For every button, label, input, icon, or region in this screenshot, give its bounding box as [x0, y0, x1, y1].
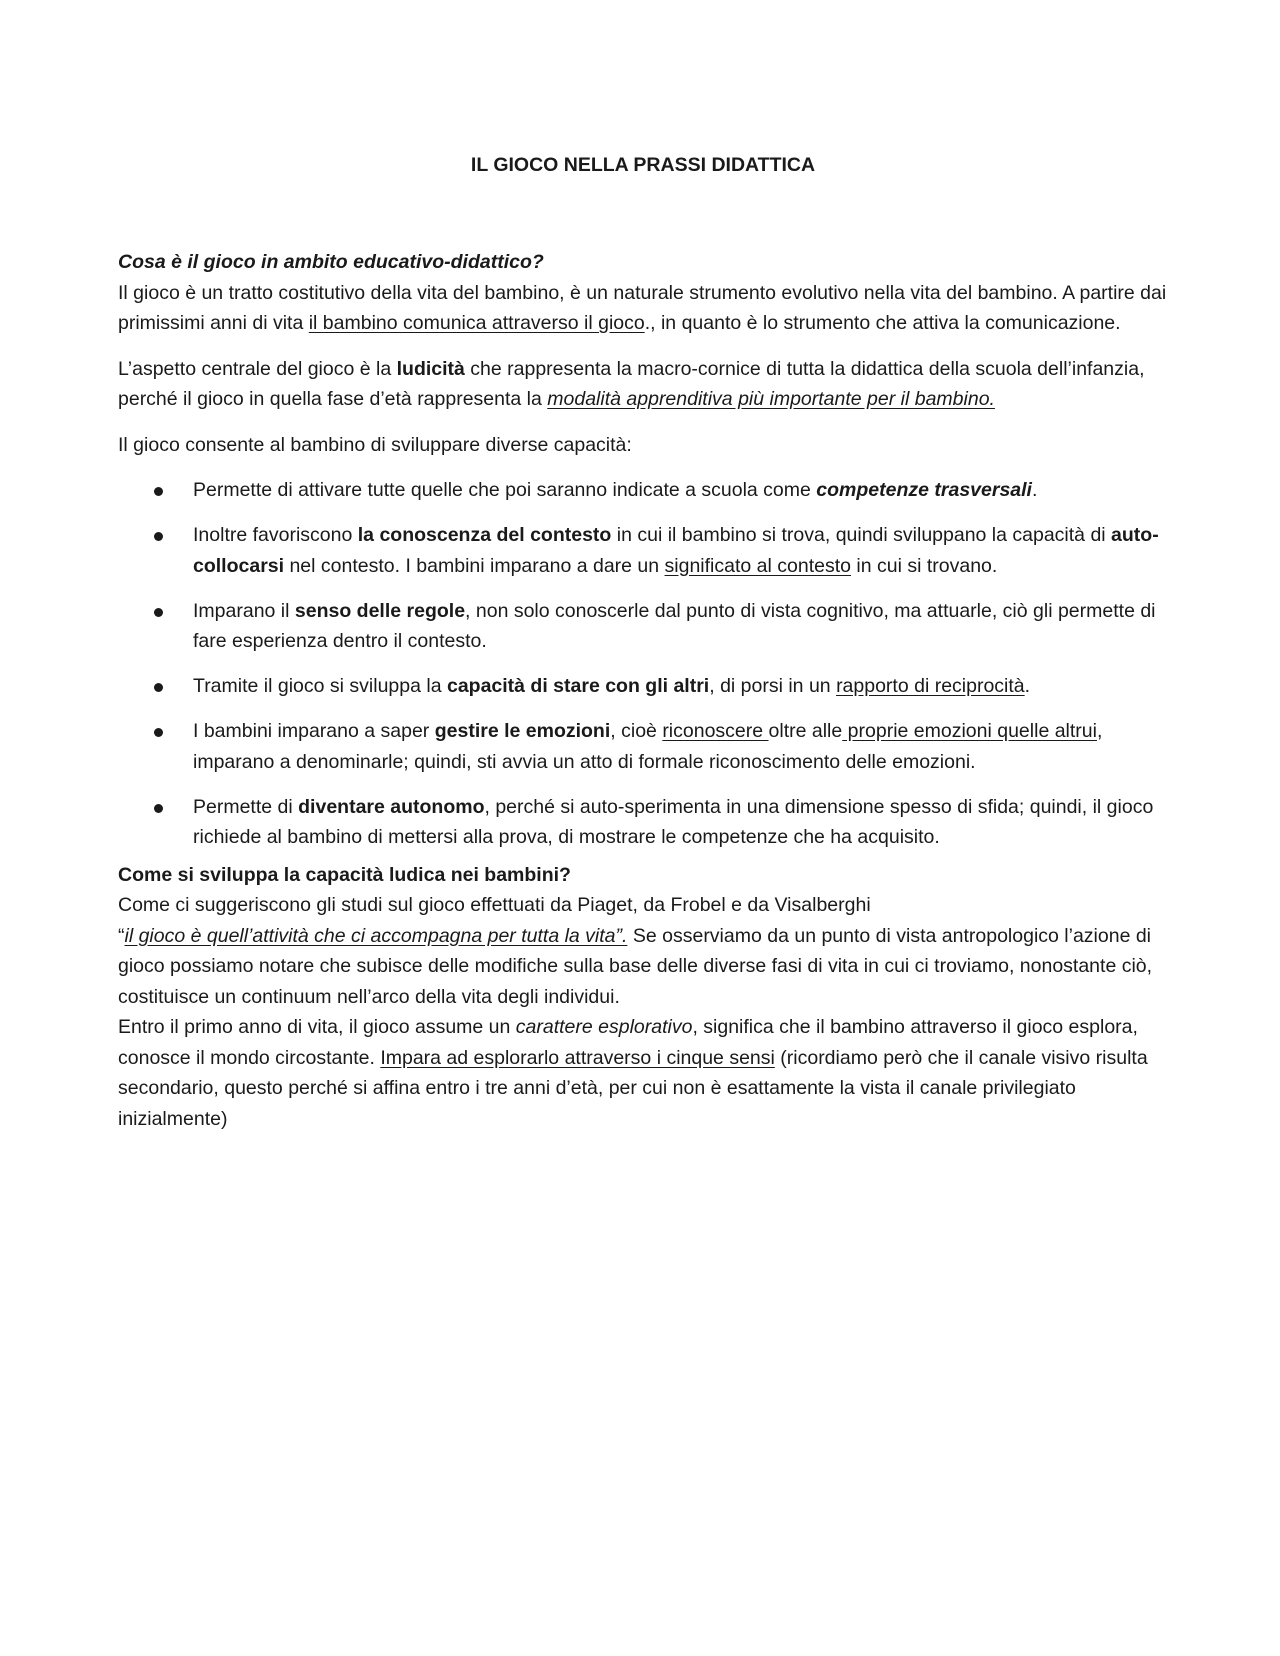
bullet-icon: [154, 487, 163, 496]
bullet-icon: [154, 532, 163, 541]
bold-term: gestire le emozioni: [434, 720, 611, 742]
list-item-text: , non solo conoscerle dal punto di vista cognitivo, ma attuarle, ciò gli permette di fare esperienza dentro il contesto.: [193, 599, 1156, 652]
bold-term: auto-collocarsi: [193, 524, 1159, 577]
paragraph-text: (ricordiamo però che il canale visivo risulta secondario, questo perché si affina entro i tre anni d’età, per cui non è esattamente la vista il canale privilegiato inizialmente): [118, 1046, 1148, 1130]
paragraph-capacities-intro: Il gioco consente al bambino di sviluppare diverse capacità:: [118, 433, 632, 456]
list-item-text: .: [1024, 675, 1031, 697]
underlined-text: proprie emozioni quelle altrui: [842, 720, 1097, 742]
list-item: [118, 520, 1168, 581]
italic-term: carattere esplorativo: [515, 1016, 693, 1038]
list-item: [118, 671, 1168, 702]
paragraph-text: che rappresenta la macro-cornice di tutta la didattica della scuola dell’infanzia, perché il gioco in quella fase d’età rappresenta la: [118, 357, 1145, 410]
quote-mark: “: [118, 924, 125, 947]
underlined-text: riconoscere: [662, 720, 769, 742]
section-heading-ludic-capacity: Come si sviluppa la capacità ludica nei bambini?: [118, 863, 571, 886]
list-item-text: in cui si trovano.: [850, 554, 998, 577]
bold-term: senso delle regole: [294, 599, 466, 622]
list-item-text: Permette di attivare tutte quelle che poi saranno indicate a scuola come: [193, 479, 817, 501]
bold-term: diventare autonomo: [298, 795, 485, 818]
bold-italic-term: competenze trasversali: [816, 479, 1032, 501]
list-item-text: in cui il bambino si trova, quindi sviluppano la capacità di: [611, 524, 1112, 546]
list-item: [118, 792, 1168, 853]
paragraph-text: ., in quanto è lo strumento che attiva la comunicazione.: [644, 312, 1121, 334]
paragraph-intro: [118, 278, 1168, 339]
paragraph-text: Entro il primo anno di vita, il gioco assume un: [118, 1016, 516, 1038]
bold-term: ludicità: [396, 357, 465, 380]
italic-underlined-text: [547, 388, 995, 410]
paragraph-text: Come ci suggeriscono gli studi sul gioco effettuati da Piaget, da Frobel e da Visalberghi: [118, 894, 871, 916]
list-item: [118, 716, 1168, 777]
list-item-text: , di porsi in un: [709, 675, 837, 697]
paragraph-text: Se osserviamo da un punto di vista antropologico l’azione di gioco possiamo notare che subisce delle modifiche sulla base delle diverse fasi di vita in cui ci troviamo, nonostante ciò, costituisce un continuum nell’arco della vita degli individui.: [118, 924, 1153, 1008]
underlined-text: rapporto di reciprocità: [836, 675, 1025, 697]
list-item-text: oltre alle: [768, 720, 843, 742]
list-item-text: Permette di: [193, 795, 299, 818]
underlined-text: il bambino comunica attraverso il gioco: [308, 312, 645, 334]
section-heading-what-is-play: Cosa è il gioco in ambito educativo-didattico?: [118, 251, 544, 273]
bullet-icon: [154, 683, 163, 692]
capacities-list: [118, 475, 1168, 853]
paragraph-ludicity: [118, 354, 1168, 415]
bullet-icon: [154, 728, 163, 737]
italic-underlined-text: [125, 925, 628, 947]
document-title: IL GIOCO NELLA PRASSI DIDATTICA: [470, 154, 816, 176]
underlined-text: modalità apprenditiva più importante per il bambino.: [547, 388, 995, 410]
list-item: [118, 475, 1168, 506]
paragraph-first-year: [118, 1012, 1168, 1134]
underlined-text: Impara ad esplorarlo attraverso i cinque sensi: [380, 1046, 775, 1069]
paragraph-studies: [118, 890, 1168, 1012]
list-item-text: Tramite il gioco si sviluppa la: [193, 675, 447, 697]
bold-term: la conoscenza del contesto: [357, 524, 612, 546]
list-item-text: , cioè: [610, 720, 663, 742]
list-item-text: nel contesto. I bambini imparano a dare un: [284, 554, 665, 577]
list-item-text: , imparano a denominarle; quindi, sti avvia un atto di formale riconoscimento delle emozioni.: [193, 720, 1103, 773]
list-item-text: Inoltre favoriscono: [193, 524, 358, 546]
bullet-icon: [154, 804, 163, 813]
paragraph-text: Il gioco è un tratto costitutivo della vita del bambino, è un naturale strumento evolutivo nella vita del bambino. A partire dai primissimi anni di vita: [118, 281, 1167, 334]
list-item-text: I bambini imparano a saper: [193, 720, 435, 742]
list-item-text: Imparano il: [193, 599, 295, 622]
paragraph-text: , significa che il bambino attraverso il gioco esplora, conosce il mondo circostante.: [118, 1016, 1138, 1069]
paragraph-text: L’aspetto centrale del gioco è la: [118, 357, 397, 380]
list-item: [118, 596, 1168, 657]
list-item-text: , perché si auto-sperimenta in una dimensione spesso di sfida; quindi, il gioco richiede al bambino di mettersi alla prova, di mostrare le competenze che ha acquisito.: [193, 795, 1154, 848]
bold-term: capacità di stare con gli altri: [446, 675, 710, 697]
document-body: [118, 247, 1168, 1134]
list-item-text: .: [1031, 479, 1038, 501]
underlined-text: significato al contesto: [664, 554, 851, 577]
bullet-icon: [154, 608, 163, 617]
underlined-text: il gioco è quell’attività che ci accompagna per tutta la vita”.: [124, 924, 628, 947]
